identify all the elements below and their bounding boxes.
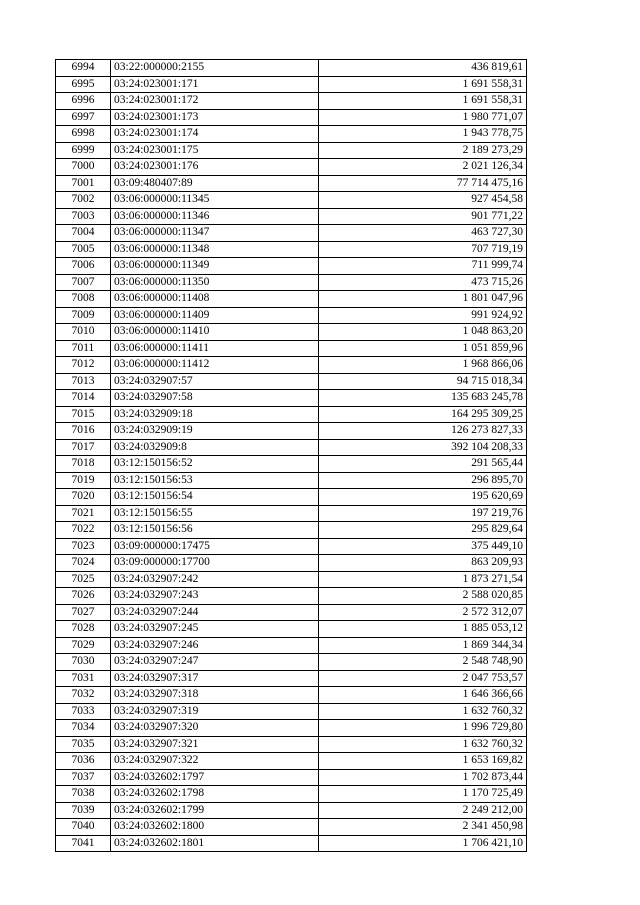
table-row bbox=[56, 208, 527, 225]
row-number-cell: 7030 bbox=[56, 654, 111, 671]
cadastral-number-cell: 03:12:150156:52 bbox=[111, 456, 319, 473]
row-number-cell: 6996 bbox=[56, 93, 111, 110]
table-row bbox=[56, 703, 527, 720]
table-row bbox=[56, 225, 527, 242]
table-row bbox=[56, 472, 527, 489]
table-row bbox=[56, 192, 527, 209]
row-number-cell: 7038 bbox=[56, 786, 111, 803]
row-number-cell: 7013 bbox=[56, 373, 111, 390]
row-number-cell: 7020 bbox=[56, 489, 111, 506]
table-row bbox=[56, 604, 527, 621]
cadastral-value-cell: 436 819,61 bbox=[319, 60, 527, 77]
row-number-cell: 7003 bbox=[56, 208, 111, 225]
cadastral-value-cell: 1 980 771,07 bbox=[319, 109, 527, 126]
cadastral-value-cell: 295 829,64 bbox=[319, 522, 527, 539]
table-row bbox=[56, 687, 527, 704]
cadastral-number-cell: 03:12:150156:55 bbox=[111, 505, 319, 522]
cadastral-number-cell: 03:24:023001:176 bbox=[111, 159, 319, 176]
cadastral-value-cell: 2 572 312,07 bbox=[319, 604, 527, 621]
table-body bbox=[56, 60, 527, 852]
table-row bbox=[56, 175, 527, 192]
cadastral-value-cell: 375 449,10 bbox=[319, 538, 527, 555]
cadastral-value-cell: 1 702 873,44 bbox=[319, 769, 527, 786]
cadastral-value-cell: 392 104 208,33 bbox=[319, 439, 527, 456]
cadastral-value-cell: 463 727,30 bbox=[319, 225, 527, 242]
cadastral-number-cell: 03:06:000000:11350 bbox=[111, 274, 319, 291]
cadastral-number-cell: 03:24:032907:317 bbox=[111, 670, 319, 687]
cadastral-value-cell: 1 996 729,80 bbox=[319, 720, 527, 737]
cadastral-number-cell: 03:22:000000:2155 bbox=[111, 60, 319, 77]
cadastral-value-cell: 1 706 421,10 bbox=[319, 835, 527, 852]
row-number-cell: 7006 bbox=[56, 258, 111, 275]
cadastral-number-cell: 03:24:032907:244 bbox=[111, 604, 319, 621]
cadastral-value-cell: 1 653 169,82 bbox=[319, 753, 527, 770]
cadastral-value-cell: 1 943 778,75 bbox=[319, 126, 527, 143]
cadastral-value-cell: 1 170 725,49 bbox=[319, 786, 527, 803]
cadastral-value-cell: 77 714 475,16 bbox=[319, 175, 527, 192]
cadastral-number-cell: 03:06:000000:11348 bbox=[111, 241, 319, 258]
row-number-cell: 6998 bbox=[56, 126, 111, 143]
row-number-cell: 7022 bbox=[56, 522, 111, 539]
row-number-cell: 7010 bbox=[56, 324, 111, 341]
cadastral-number-cell: 03:12:150156:54 bbox=[111, 489, 319, 506]
table-row bbox=[56, 109, 527, 126]
cadastral-value-cell: 1 048 863,20 bbox=[319, 324, 527, 341]
table-row bbox=[56, 736, 527, 753]
table-row bbox=[56, 406, 527, 423]
cadastral-value-cell: 195 620,69 bbox=[319, 489, 527, 506]
cadastral-number-cell: 03:24:032907:245 bbox=[111, 621, 319, 638]
cadastral-number-cell: 03:24:032907:57 bbox=[111, 373, 319, 390]
table-row bbox=[56, 489, 527, 506]
table-row bbox=[56, 340, 527, 357]
cadastral-number-cell: 03:09:480407:89 bbox=[111, 175, 319, 192]
row-number-cell: 7005 bbox=[56, 241, 111, 258]
table-row bbox=[56, 274, 527, 291]
row-number-cell: 7017 bbox=[56, 439, 111, 456]
cadastral-number-cell: 03:24:032909:18 bbox=[111, 406, 319, 423]
row-number-cell: 6995 bbox=[56, 76, 111, 93]
cadastral-value-cell: 1 885 053,12 bbox=[319, 621, 527, 638]
cadastral-value-cell: 2 341 450,98 bbox=[319, 819, 527, 836]
row-number-cell: 7027 bbox=[56, 604, 111, 621]
cadastral-number-cell: 03:24:032907:247 bbox=[111, 654, 319, 671]
row-number-cell: 6994 bbox=[56, 60, 111, 77]
row-number-cell: 7015 bbox=[56, 406, 111, 423]
cadastral-number-cell: 03:06:000000:11346 bbox=[111, 208, 319, 225]
cadastral-number-cell: 03:24:032602:1801 bbox=[111, 835, 319, 852]
table-row bbox=[56, 637, 527, 654]
table-row bbox=[56, 241, 527, 258]
table-row bbox=[56, 439, 527, 456]
cadastral-value-cell: 2 047 753,57 bbox=[319, 670, 527, 687]
cadastral-value-cell: 94 715 018,34 bbox=[319, 373, 527, 390]
cadastral-value-cell: 991 924,92 bbox=[319, 307, 527, 324]
table-row bbox=[56, 835, 527, 852]
row-number-cell: 7028 bbox=[56, 621, 111, 638]
table-row bbox=[56, 621, 527, 638]
row-number-cell: 7000 bbox=[56, 159, 111, 176]
cadastral-value-cell: 296 895,70 bbox=[319, 472, 527, 489]
row-number-cell: 7004 bbox=[56, 225, 111, 242]
cadastral-number-cell: 03:24:023001:171 bbox=[111, 76, 319, 93]
cadastral-value-cell: 1 691 558,31 bbox=[319, 76, 527, 93]
row-number-cell: 7009 bbox=[56, 307, 111, 324]
table-row bbox=[56, 307, 527, 324]
cadastral-value-cell: 197 219,76 bbox=[319, 505, 527, 522]
cadastral-number-cell: 03:24:032602:1800 bbox=[111, 819, 319, 836]
cadastral-value-cell: 2 548 748,90 bbox=[319, 654, 527, 671]
cadastral-number-cell: 03:06:000000:11410 bbox=[111, 324, 319, 341]
row-number-cell: 7023 bbox=[56, 538, 111, 555]
row-number-cell: 7039 bbox=[56, 802, 111, 819]
cadastral-number-cell: 03:24:023001:173 bbox=[111, 109, 319, 126]
cadastral-number-cell: 03:24:032909:8 bbox=[111, 439, 319, 456]
cadastral-value-cell: 2 021 126,34 bbox=[319, 159, 527, 176]
row-number-cell: 7018 bbox=[56, 456, 111, 473]
table-row bbox=[56, 373, 527, 390]
cadastral-value-cell: 164 295 309,25 bbox=[319, 406, 527, 423]
cadastral-value-cell: 473 715,26 bbox=[319, 274, 527, 291]
cadastral-number-cell: 03:24:032602:1797 bbox=[111, 769, 319, 786]
cadastral-number-cell: 03:09:000000:17700 bbox=[111, 555, 319, 572]
cadastral-value-cell: 1 869 344,34 bbox=[319, 637, 527, 654]
cadastral-value-cell: 927 454,58 bbox=[319, 192, 527, 209]
table-row bbox=[56, 720, 527, 737]
table-row bbox=[56, 159, 527, 176]
cadastral-number-cell: 03:06:000000:11347 bbox=[111, 225, 319, 242]
table-row bbox=[56, 753, 527, 770]
cadastral-value-cell: 2 588 020,85 bbox=[319, 588, 527, 605]
row-number-cell: 7011 bbox=[56, 340, 111, 357]
row-number-cell: 7040 bbox=[56, 819, 111, 836]
cadastral-value-cell: 711 999,74 bbox=[319, 258, 527, 275]
cadastral-number-cell: 03:06:000000:11408 bbox=[111, 291, 319, 308]
row-number-cell: 7029 bbox=[56, 637, 111, 654]
cadastral-number-cell: 03:06:000000:11411 bbox=[111, 340, 319, 357]
table-row bbox=[56, 654, 527, 671]
row-number-cell: 7035 bbox=[56, 736, 111, 753]
table-row bbox=[56, 819, 527, 836]
table-row bbox=[56, 670, 527, 687]
cadastral-number-cell: 03:24:032907:322 bbox=[111, 753, 319, 770]
table-row bbox=[56, 588, 527, 605]
row-number-cell: 7031 bbox=[56, 670, 111, 687]
cadastral-value-cell: 901 771,22 bbox=[319, 208, 527, 225]
row-number-cell: 7033 bbox=[56, 703, 111, 720]
cadastral-number-cell: 03:24:032907:319 bbox=[111, 703, 319, 720]
cadastral-number-cell: 03:24:032907:242 bbox=[111, 571, 319, 588]
table-row bbox=[56, 291, 527, 308]
cadastral-number-cell: 03:24:023001:174 bbox=[111, 126, 319, 143]
cadastral-number-cell: 03:24:032907:320 bbox=[111, 720, 319, 737]
row-number-cell: 7012 bbox=[56, 357, 111, 374]
table-row bbox=[56, 93, 527, 110]
cadastral-number-cell: 03:24:032907:321 bbox=[111, 736, 319, 753]
table-row bbox=[56, 60, 527, 77]
table-row bbox=[56, 142, 527, 159]
cadastral-number-cell: 03:24:032909:19 bbox=[111, 423, 319, 440]
table-row bbox=[56, 76, 527, 93]
table-row bbox=[56, 555, 527, 572]
table-row bbox=[56, 126, 527, 143]
row-number-cell: 6999 bbox=[56, 142, 111, 159]
row-number-cell: 7026 bbox=[56, 588, 111, 605]
row-number-cell: 7037 bbox=[56, 769, 111, 786]
cadastral-value-cell: 1 873 271,54 bbox=[319, 571, 527, 588]
row-number-cell: 7032 bbox=[56, 687, 111, 704]
cadastral-value-cell: 1 801 047,96 bbox=[319, 291, 527, 308]
table-row bbox=[56, 802, 527, 819]
table-row bbox=[56, 571, 527, 588]
row-number-cell: 7025 bbox=[56, 571, 111, 588]
cadastral-value-table bbox=[55, 59, 527, 852]
table-row bbox=[56, 538, 527, 555]
cadastral-number-cell: 03:24:032907:246 bbox=[111, 637, 319, 654]
cadastral-value-cell: 291 565,44 bbox=[319, 456, 527, 473]
table-row bbox=[56, 357, 527, 374]
cadastral-value-cell: 1 646 366,66 bbox=[319, 687, 527, 704]
cadastral-number-cell: 03:06:000000:11409 bbox=[111, 307, 319, 324]
cadastral-number-cell: 03:24:032907:318 bbox=[111, 687, 319, 704]
table-row bbox=[56, 423, 527, 440]
row-number-cell: 7014 bbox=[56, 390, 111, 407]
row-number-cell: 7002 bbox=[56, 192, 111, 209]
row-number-cell: 6997 bbox=[56, 109, 111, 126]
cadastral-value-cell: 135 683 245,78 bbox=[319, 390, 527, 407]
cadastral-number-cell: 03:24:032907:58 bbox=[111, 390, 319, 407]
table-row bbox=[56, 505, 527, 522]
row-number-cell: 7034 bbox=[56, 720, 111, 737]
table-row bbox=[56, 324, 527, 341]
row-number-cell: 7021 bbox=[56, 505, 111, 522]
cadastral-number-cell: 03:12:150156:56 bbox=[111, 522, 319, 539]
row-number-cell: 7019 bbox=[56, 472, 111, 489]
cadastral-value-cell: 2 189 273,29 bbox=[319, 142, 527, 159]
cadastral-number-cell: 03:12:150156:53 bbox=[111, 472, 319, 489]
row-number-cell: 7008 bbox=[56, 291, 111, 308]
table-row bbox=[56, 390, 527, 407]
table-row bbox=[56, 786, 527, 803]
cadastral-number-cell: 03:24:023001:175 bbox=[111, 142, 319, 159]
table-row bbox=[56, 456, 527, 473]
cadastral-value-cell: 1 691 558,31 bbox=[319, 93, 527, 110]
cadastral-value-cell: 1 632 760,32 bbox=[319, 736, 527, 753]
row-number-cell: 7007 bbox=[56, 274, 111, 291]
cadastral-value-cell: 707 719,19 bbox=[319, 241, 527, 258]
table-row bbox=[56, 258, 527, 275]
table-row bbox=[56, 769, 527, 786]
row-number-cell: 7036 bbox=[56, 753, 111, 770]
cadastral-number-cell: 03:06:000000:11412 bbox=[111, 357, 319, 374]
cadastral-number-cell: 03:06:000000:11349 bbox=[111, 258, 319, 275]
cadastral-number-cell: 03:09:000000:17475 bbox=[111, 538, 319, 555]
row-number-cell: 7016 bbox=[56, 423, 111, 440]
cadastral-number-cell: 03:06:000000:11345 bbox=[111, 192, 319, 209]
cadastral-value-cell: 126 273 827,33 bbox=[319, 423, 527, 440]
cadastral-value-cell: 1 632 760,32 bbox=[319, 703, 527, 720]
row-number-cell: 7001 bbox=[56, 175, 111, 192]
cadastral-number-cell: 03:24:023001:172 bbox=[111, 93, 319, 110]
cadastral-value-cell: 1 051 859,96 bbox=[319, 340, 527, 357]
cadastral-value-cell: 863 209,93 bbox=[319, 555, 527, 572]
row-number-cell: 7041 bbox=[56, 835, 111, 852]
cadastral-value-cell: 1 968 866,06 bbox=[319, 357, 527, 374]
cadastral-number-cell: 03:24:032602:1799 bbox=[111, 802, 319, 819]
row-number-cell: 7024 bbox=[56, 555, 111, 572]
cadastral-number-cell: 03:24:032602:1798 bbox=[111, 786, 319, 803]
table-row bbox=[56, 522, 527, 539]
cadastral-value-cell: 2 249 212,00 bbox=[319, 802, 527, 819]
cadastral-number-cell: 03:24:032907:243 bbox=[111, 588, 319, 605]
